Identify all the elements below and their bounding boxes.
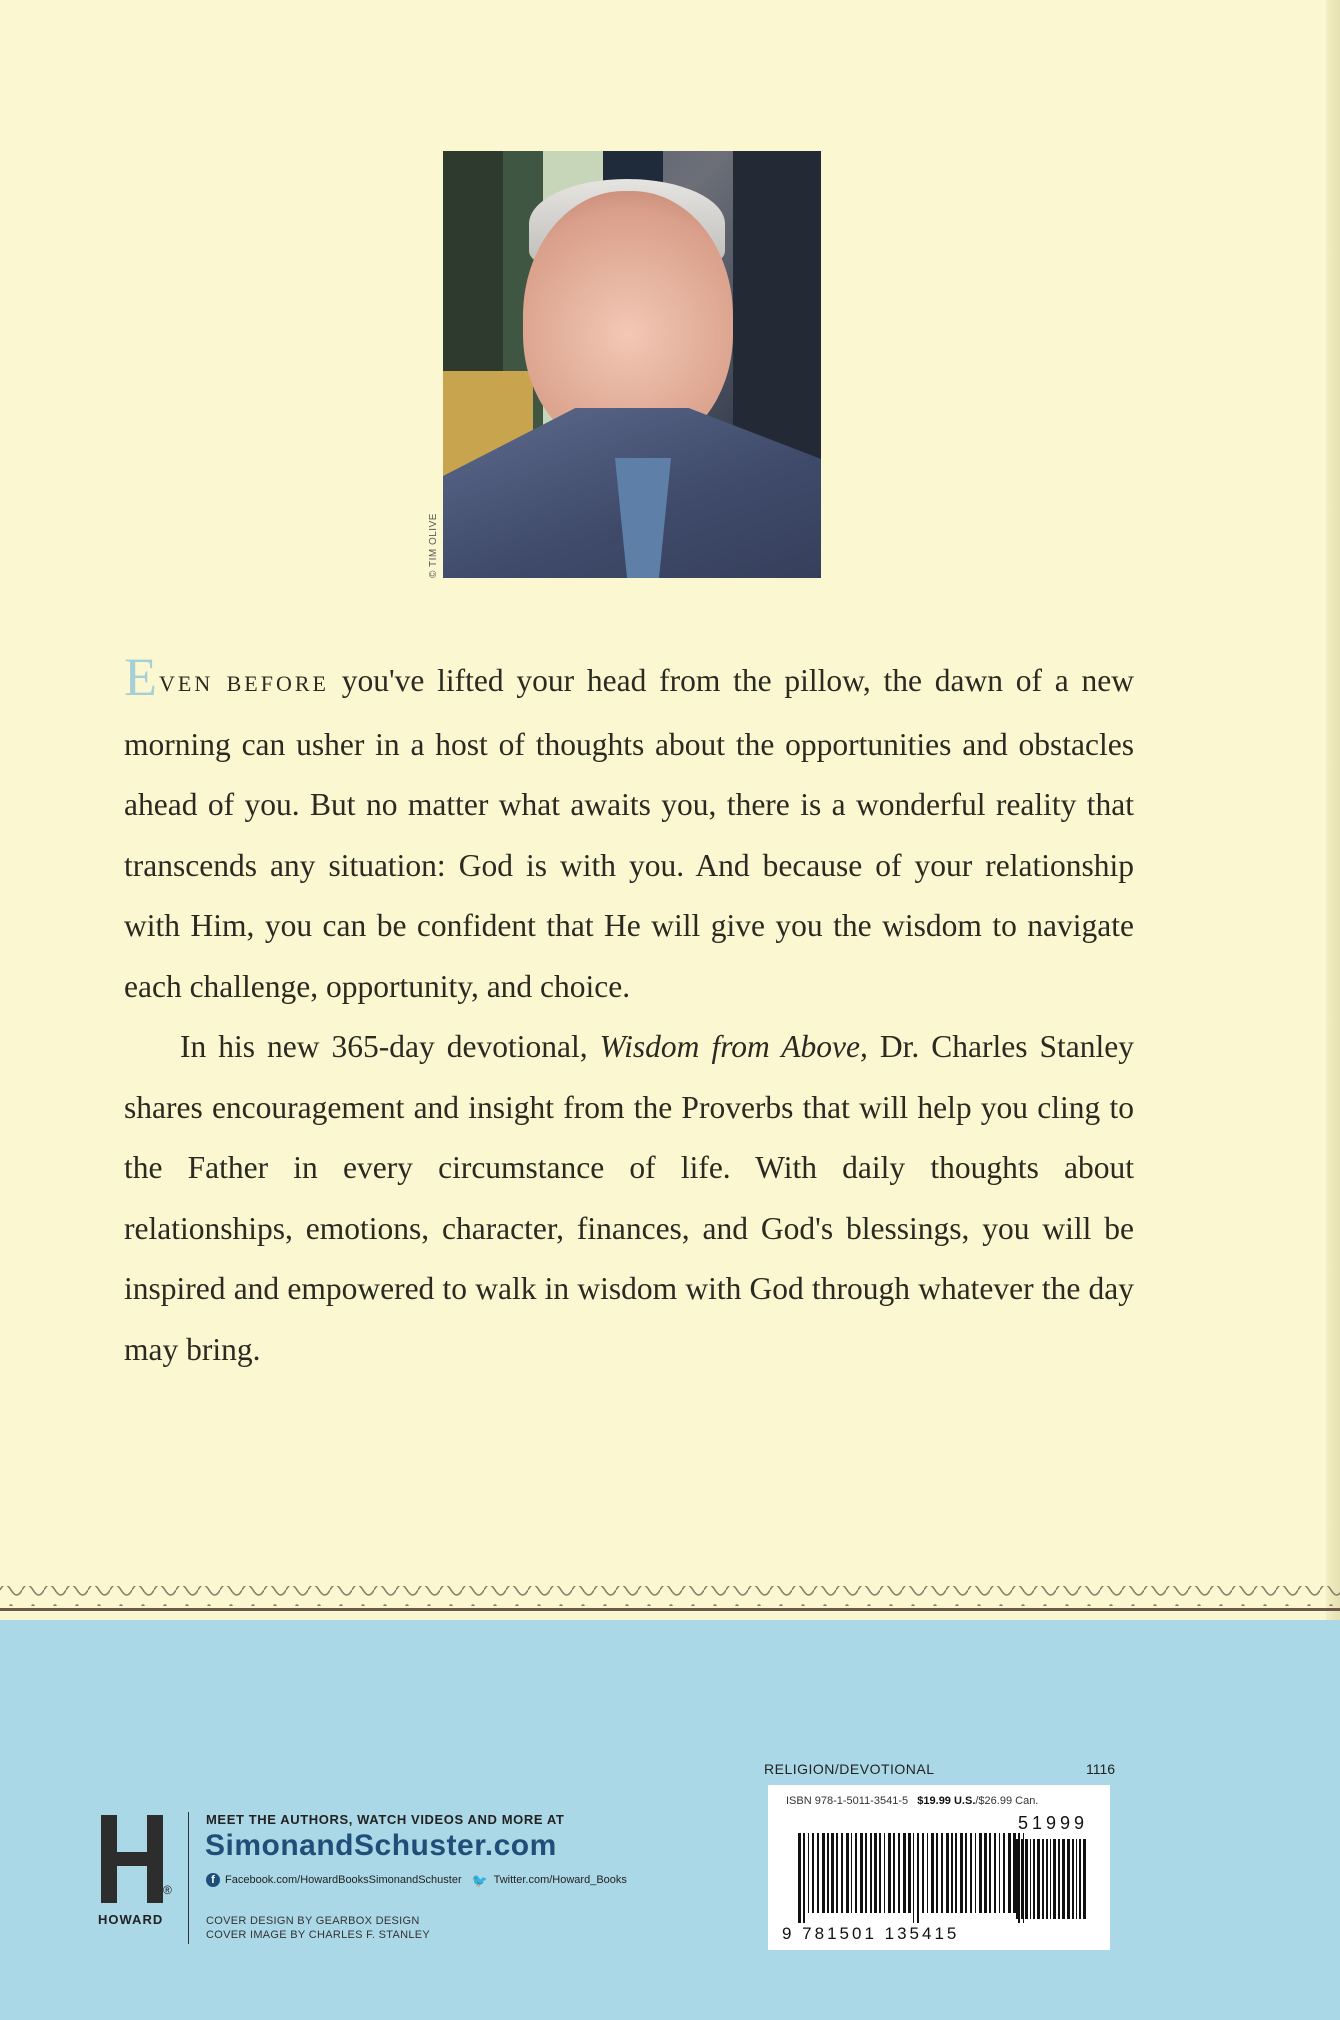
barcode-bar — [1079, 1839, 1081, 1919]
paragraph-2-start: In his new 365-day devotional, — [180, 1029, 600, 1064]
blurb-paragraph-2 — [124, 1017, 1134, 1380]
publisher-name: HOWARD — [98, 1912, 164, 1927]
barcode-bar — [984, 1833, 987, 1913]
barcode-bar — [936, 1833, 938, 1913]
barcode-bar — [817, 1833, 819, 1913]
smallcaps-lead: VEN BEFORE — [159, 671, 329, 696]
barcode-bar — [955, 1833, 957, 1913]
barcode-bar — [970, 1833, 972, 1913]
blurb — [124, 647, 1135, 1380]
barcode-bar — [1008, 1833, 1011, 1913]
barcode-bar — [1050, 1839, 1051, 1919]
barcode-bar — [851, 1833, 852, 1913]
barcode-bar — [965, 1833, 967, 1913]
barcode-bar — [893, 1833, 895, 1913]
barcode-bar — [841, 1833, 843, 1913]
author-photo — [443, 151, 821, 578]
barcode-bar — [870, 1833, 872, 1913]
barcode-bar — [960, 1833, 963, 1913]
barcode-bar — [874, 1833, 877, 1913]
barcode-bar — [1076, 1839, 1077, 1919]
barcode-bar — [994, 1833, 996, 1913]
book-spine-edge — [1326, 0, 1340, 1620]
facebook-link[interactable]: Facebook.com/HowardBooksSimonandSchuster — [225, 1874, 462, 1886]
cover-design-credit: COVER DESIGN BY GEARBOX DESIGN — [206, 1915, 420, 1927]
addon-digits: 51999 — [1018, 1813, 1089, 1833]
barcode-bar — [888, 1833, 891, 1913]
barcode-bar — [1016, 1839, 1019, 1919]
barcode-bar — [1053, 1839, 1056, 1919]
barcode-bar — [884, 1833, 885, 1913]
barcode-bar — [798, 1833, 801, 1923]
barcode-bar — [1046, 1839, 1048, 1919]
barcode-bar — [855, 1833, 857, 1913]
barcode-bar — [898, 1833, 900, 1913]
facebook-icon: f — [206, 1873, 220, 1887]
book-title: Wisdom from Above, — [599, 1029, 868, 1064]
barcode-bar — [903, 1833, 906, 1913]
category-label: RELIGION/DEVOTIONAL — [764, 1761, 935, 1777]
social-links — [206, 1873, 627, 1887]
barcode-bar — [1058, 1839, 1060, 1919]
isbn-number: ISBN 978-1-5011-3541-5 — [786, 1795, 909, 1807]
print-code: 1116 — [1086, 1761, 1116, 1777]
cover-credits — [206, 1914, 430, 1942]
barcode-bar — [1067, 1839, 1070, 1919]
barcode-digits: 9 781501 135415 — [782, 1924, 960, 1943]
barcode-bar — [951, 1833, 953, 1913]
barcode-bar — [1030, 1839, 1031, 1919]
barcode-bar — [941, 1833, 943, 1913]
drop-cap: E — [124, 647, 157, 707]
barcode-bar — [1083, 1839, 1086, 1919]
cover-lower-band — [0, 1620, 1340, 2020]
barcode-bar — [822, 1833, 825, 1913]
decorative-border — [0, 1578, 1340, 1620]
blurb-paragraph-1 — [124, 647, 1135, 1017]
website-link[interactable]: SimonandSchuster.com — [205, 1829, 557, 1862]
twitter-link[interactable]: Twitter.com/Howard_Books — [493, 1874, 627, 1886]
barcode-bar — [979, 1833, 982, 1913]
cover-image-credit: COVER IMAGE BY CHARLES F. STANLEY — [206, 1929, 431, 1941]
barcode-bar — [846, 1833, 849, 1913]
barcode-bar — [989, 1833, 991, 1913]
twitter-icon: 🐦 — [471, 1873, 488, 1888]
barcode-bar — [1033, 1839, 1035, 1919]
barcode-bar — [931, 1833, 934, 1913]
paragraph-1-text: you've lifted your head from the pillow, the dawn of a new morning can usher in a host of thoughts about the opportunities and obstacles ahead of you. But no matter what awaits you, there is a wonderful reality that transcends any situation: God is with you. And because of your relationship with Him, you can be confident that He will give you the wisdom to navigate each challenge, opportunity, and choice. — [124, 663, 1135, 1004]
barcode-bar — [836, 1833, 838, 1913]
barcode-bar — [913, 1833, 914, 1923]
barcode-bar — [1062, 1839, 1065, 1919]
photo-credit: © TIM OLIVE — [428, 513, 439, 578]
barcode-bar — [927, 1833, 928, 1913]
barcode-bar — [975, 1833, 976, 1913]
barcode-bar — [865, 1833, 867, 1913]
barcode-bar — [879, 1833, 881, 1913]
barcode-main — [798, 1833, 1027, 1923]
barcode-bar — [1042, 1839, 1044, 1919]
howard-h-icon — [101, 1815, 163, 1903]
registered-mark: ® — [163, 1883, 172, 1897]
paragraph-2-text: Dr. Charles Stanley shares encouragement and insight from the Proverbs that will help you cling to the Father in every circumstance of life. With daily thoughts about relationships, emotions, character, finances, and God's blessings, you will be inspired and empowered to walk in wisdom with God through whatever the day may bring. — [124, 1029, 1134, 1367]
divider — [188, 1812, 189, 1944]
barcode-bar — [860, 1833, 863, 1913]
barcode-bar — [922, 1833, 924, 1913]
barcode-bar — [908, 1833, 911, 1913]
barcode-bar — [917, 1833, 919, 1923]
barcode-bar — [808, 1833, 809, 1913]
barcode-bar — [831, 1833, 834, 1913]
isbn-price-line — [786, 1795, 1038, 1807]
barcode-bar — [1072, 1839, 1074, 1919]
barcode-bar — [999, 1833, 1000, 1913]
meet-authors-line: MEET THE AUTHORS, WATCH VIDEOS AND MORE AT — [206, 1812, 565, 1827]
price-us: $19.99 U.S. — [917, 1795, 976, 1807]
barcode-addon — [1016, 1839, 1088, 1919]
barcode-bar — [1037, 1839, 1040, 1919]
barcode-bar — [1025, 1839, 1028, 1919]
barcode-bar — [1021, 1839, 1023, 1919]
barcode-bar — [946, 1833, 949, 1913]
barcode-bar — [803, 1833, 805, 1923]
price-can: /$26.99 Can. — [975, 1795, 1039, 1807]
barcode-bar — [812, 1833, 814, 1913]
barcode-bar — [1003, 1833, 1005, 1913]
barcode-panel — [768, 1785, 1110, 1950]
barcode-bar — [827, 1833, 829, 1913]
